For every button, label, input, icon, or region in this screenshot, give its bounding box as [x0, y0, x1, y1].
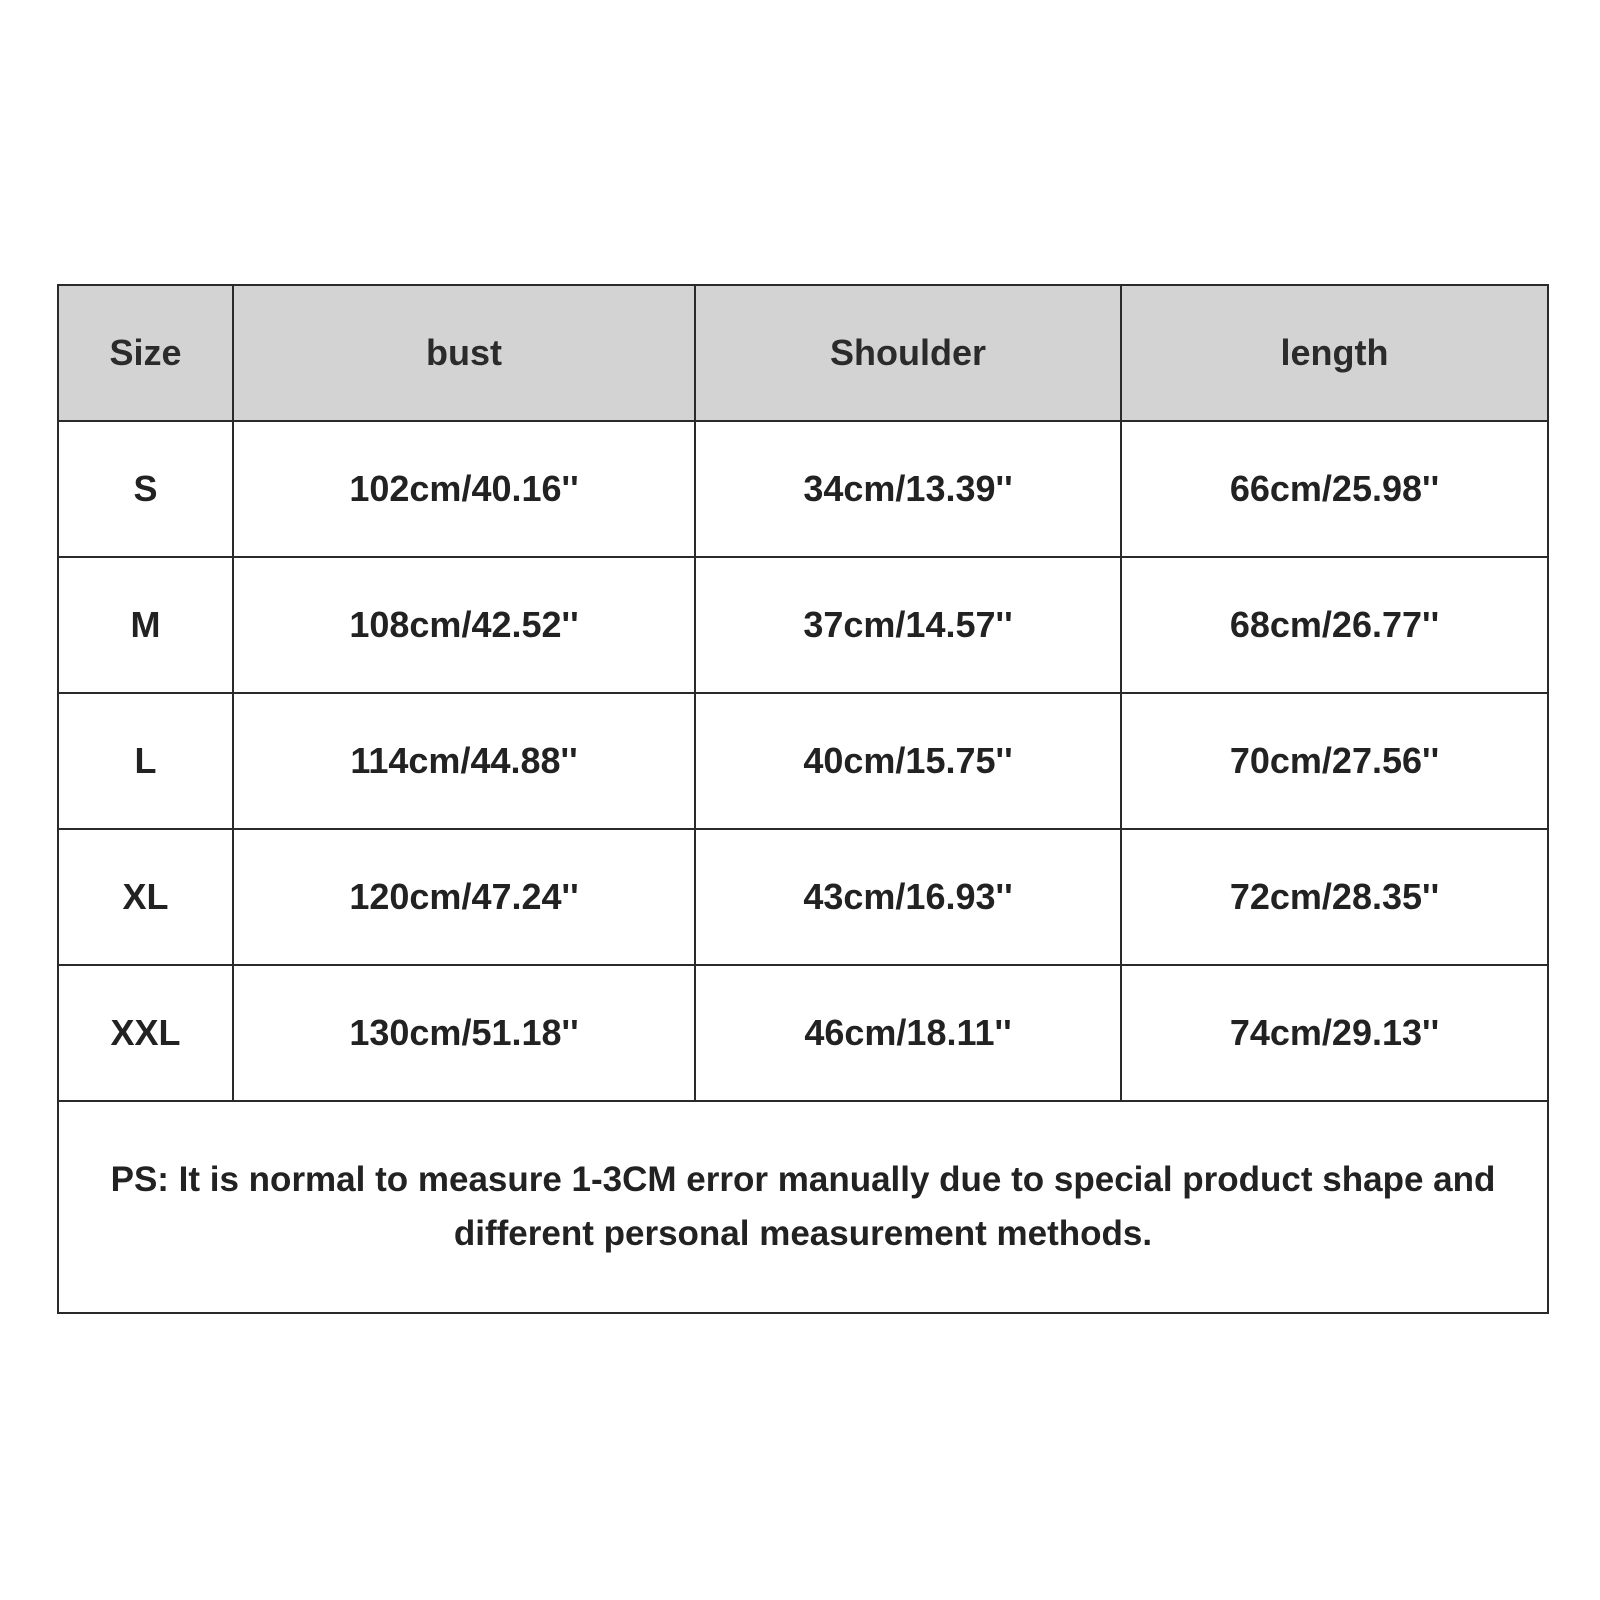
table-header-row	[58, 285, 1548, 421]
bust-cell: 120cm/47.24''	[233, 829, 695, 965]
shoulder-cell: 43cm/16.93''	[695, 829, 1121, 965]
table-row	[58, 557, 1548, 693]
shoulder-cell: 34cm/13.39''	[695, 421, 1121, 557]
size-chart-table	[57, 284, 1549, 1314]
table-row	[58, 829, 1548, 965]
header-bust: bust	[233, 285, 695, 421]
table-row	[58, 965, 1548, 1101]
size-cell: XL	[58, 829, 233, 965]
length-cell: 70cm/27.56''	[1121, 693, 1548, 829]
size-cell: L	[58, 693, 233, 829]
bust-cell: 130cm/51.18''	[233, 965, 695, 1101]
size-cell: S	[58, 421, 233, 557]
note-row	[58, 1101, 1548, 1313]
header-size: Size	[58, 285, 233, 421]
bust-cell: 114cm/44.88''	[233, 693, 695, 829]
table-row	[58, 693, 1548, 829]
bust-cell: 102cm/40.16''	[233, 421, 695, 557]
length-cell: 66cm/25.98''	[1121, 421, 1548, 557]
header-shoulder: Shoulder	[695, 285, 1121, 421]
length-cell: 72cm/28.35''	[1121, 829, 1548, 965]
shoulder-cell: 37cm/14.57''	[695, 557, 1121, 693]
size-cell: M	[58, 557, 233, 693]
length-cell: 74cm/29.13''	[1121, 965, 1548, 1101]
header-length: length	[1121, 285, 1548, 421]
measurement-note: PS: It is normal to measure 1-3CM error manually due to special product shape and different personal measurement methods.	[58, 1101, 1548, 1313]
table-row	[58, 421, 1548, 557]
size-cell: XXL	[58, 965, 233, 1101]
bust-cell: 108cm/42.52''	[233, 557, 695, 693]
shoulder-cell: 40cm/15.75''	[695, 693, 1121, 829]
shoulder-cell: 46cm/18.11''	[695, 965, 1121, 1101]
length-cell: 68cm/26.77''	[1121, 557, 1548, 693]
